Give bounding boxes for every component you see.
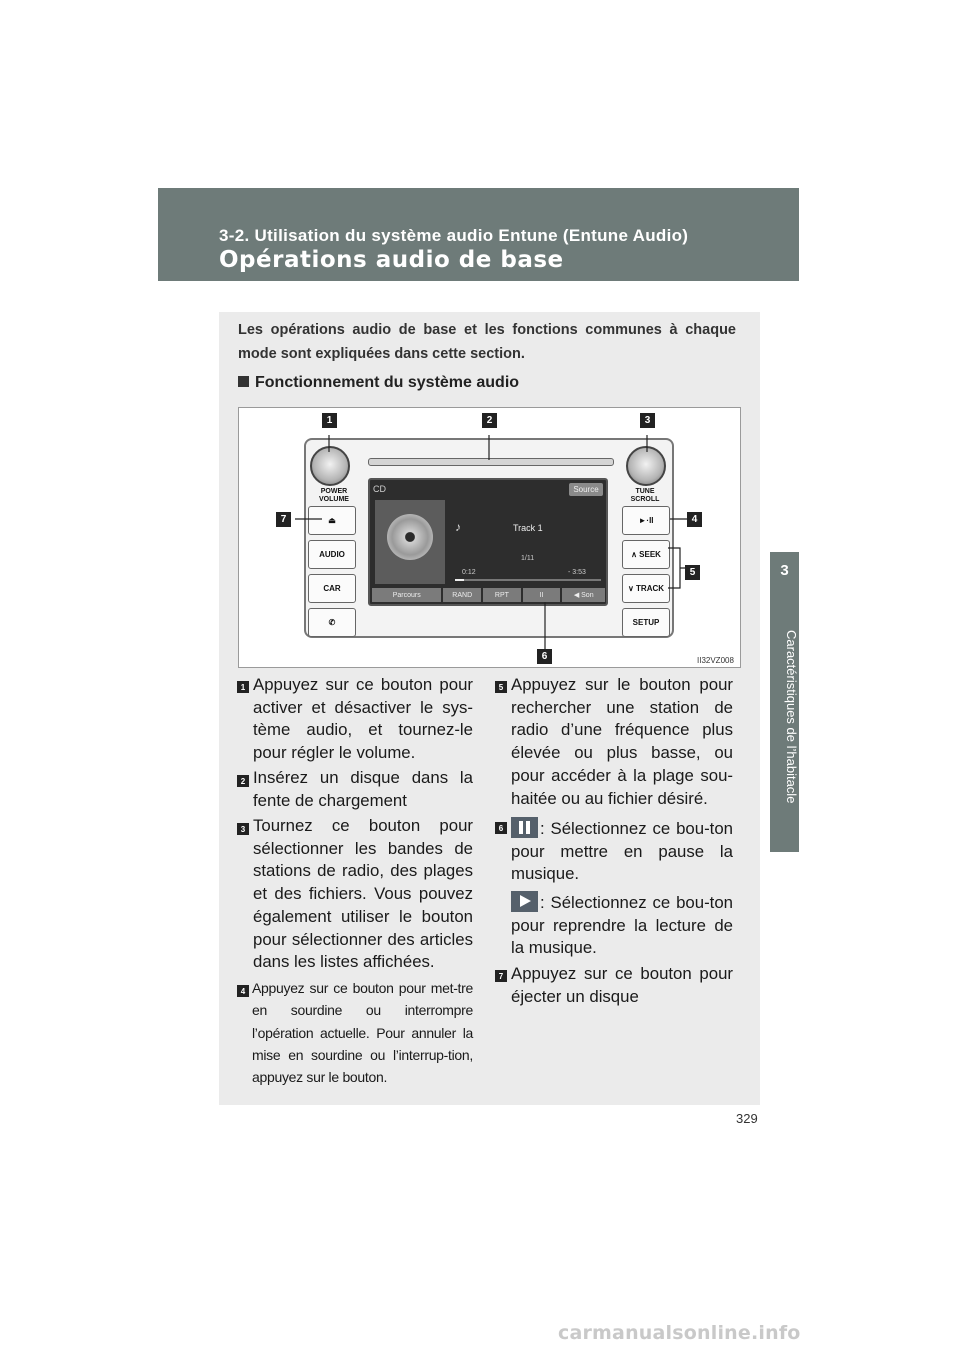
item-3-text: Tournez ce bouton pour sélectionner les bandes de stations de radio, des plages et des fichiers. Vous pouvez également utiliser le bouton pour sélectionner des articles dans les listes affichées. (253, 816, 473, 972)
item-4-number: 4 (237, 985, 249, 997)
item-7 (511, 963, 733, 1008)
tune-scroll-label: TUNE SCROLL (630, 488, 660, 503)
item-4 (252, 977, 473, 1088)
play-pause-button: ►·II (622, 506, 670, 535)
callout-6: 6 (537, 649, 552, 664)
section-label: 3-2. Utilisation du système audio Entune (Entune Audio) (219, 226, 689, 245)
seek-up-button: ∧ SEEK (622, 540, 670, 569)
item-6-pause-text: : Sélectionnez ce bou-ton pour mettre en pause la musique. (511, 819, 733, 884)
setup-button: SETUP (622, 608, 670, 637)
intro-paragraph: Les opérations audio de base et les fonctions communes à chaque mode sont expliquées dans cette section. (238, 322, 736, 362)
screen-browse-button: Parcours (372, 588, 441, 602)
item-1 (253, 674, 473, 765)
callout-3: 3 (640, 413, 655, 428)
item-3-number: 3 (237, 823, 249, 835)
callout-4: 4 (687, 512, 702, 527)
item-6-number: 6 (495, 822, 507, 834)
item-2 (253, 767, 473, 812)
item-5-text: Appuyez sur le bouton pour rechercher une station de radio d’une fréquence plus élevée ou plus basse, ou pour accéder à la plage sou-haitée ou au fichier désiré. (511, 675, 733, 808)
music-note-icon: ♪ (455, 520, 461, 534)
pause-icon (511, 817, 538, 838)
item-1-text: Appuyez sur ce bouton pour activer et désactiver le sys-tème audio, et tournez-le pour régler le volume. (253, 675, 473, 763)
item-5-number: 5 (495, 681, 507, 693)
square-bullet-icon (238, 376, 249, 387)
item-7-text: Appuyez sur ce bouton pour éjecter un disque (511, 964, 733, 1006)
chapter-title: Caractéristiques de l’habitacle (784, 630, 799, 804)
phone-button: ✆ (308, 608, 356, 637)
item-6-pause (511, 817, 733, 886)
diagram-code: II32VZ008 (697, 656, 734, 665)
screen-rand-button: RAND (443, 588, 481, 602)
chapter-number: 3 (780, 562, 789, 579)
watermark-link[interactable]: carmanualsonline.info (558, 1322, 801, 1344)
eject-button: ⏏ (308, 506, 356, 535)
callout-1: 1 (322, 413, 337, 428)
car-button: CAR (308, 574, 356, 603)
item-5 (511, 674, 733, 810)
screen-total-time: - 3:53 (568, 569, 586, 576)
page-number: 329 (736, 1111, 758, 1126)
audio-button: AUDIO (308, 540, 356, 569)
power-volume-label: POWER VOLUME (319, 488, 349, 503)
item-2-number: 2 (237, 775, 249, 787)
item-6-play-text: : Sélectionnez ce bou-ton pour reprendre la lecture de la musique. (511, 893, 733, 958)
item-3 (253, 815, 473, 974)
callout-7: 7 (276, 512, 291, 527)
callout-5: 5 (685, 565, 700, 580)
screen-pause-button: II (523, 588, 561, 602)
subheading (238, 374, 519, 392)
screen-source-button: Source (569, 483, 603, 496)
item-6-play (511, 891, 733, 960)
subheading-text: Fonctionnement du système audio (255, 374, 520, 391)
track-down-button: ∨ TRACK (622, 574, 670, 603)
item-2-text: Insérez un disque dans la fente de chargement (253, 768, 473, 810)
screen-sound-button: ◀ Son (562, 588, 605, 602)
screen-rpt-button: RPT (483, 588, 521, 602)
screen-track-name: Track 1 (513, 523, 543, 533)
screen-mode-label: CD (373, 484, 386, 494)
page-title: Opérations audio de base (219, 247, 564, 273)
play-icon (511, 891, 538, 912)
item-7-number: 7 (495, 970, 507, 982)
item-1-number: 1 (237, 681, 249, 693)
callout-2: 2 (482, 413, 497, 428)
screen-elapsed-time: 0:12 (462, 569, 476, 576)
screen-track-count: 1/11 (521, 555, 535, 562)
item-4-text: Appuyez sur ce bouton pour met-tre en sourdine ou interrompre l’opération actuelle. Pour annuler la mise en sourdine ou l’interrup-tion, appuyez sur le bouton. (252, 980, 473, 1086)
callout-leader-lines (238, 407, 741, 668)
